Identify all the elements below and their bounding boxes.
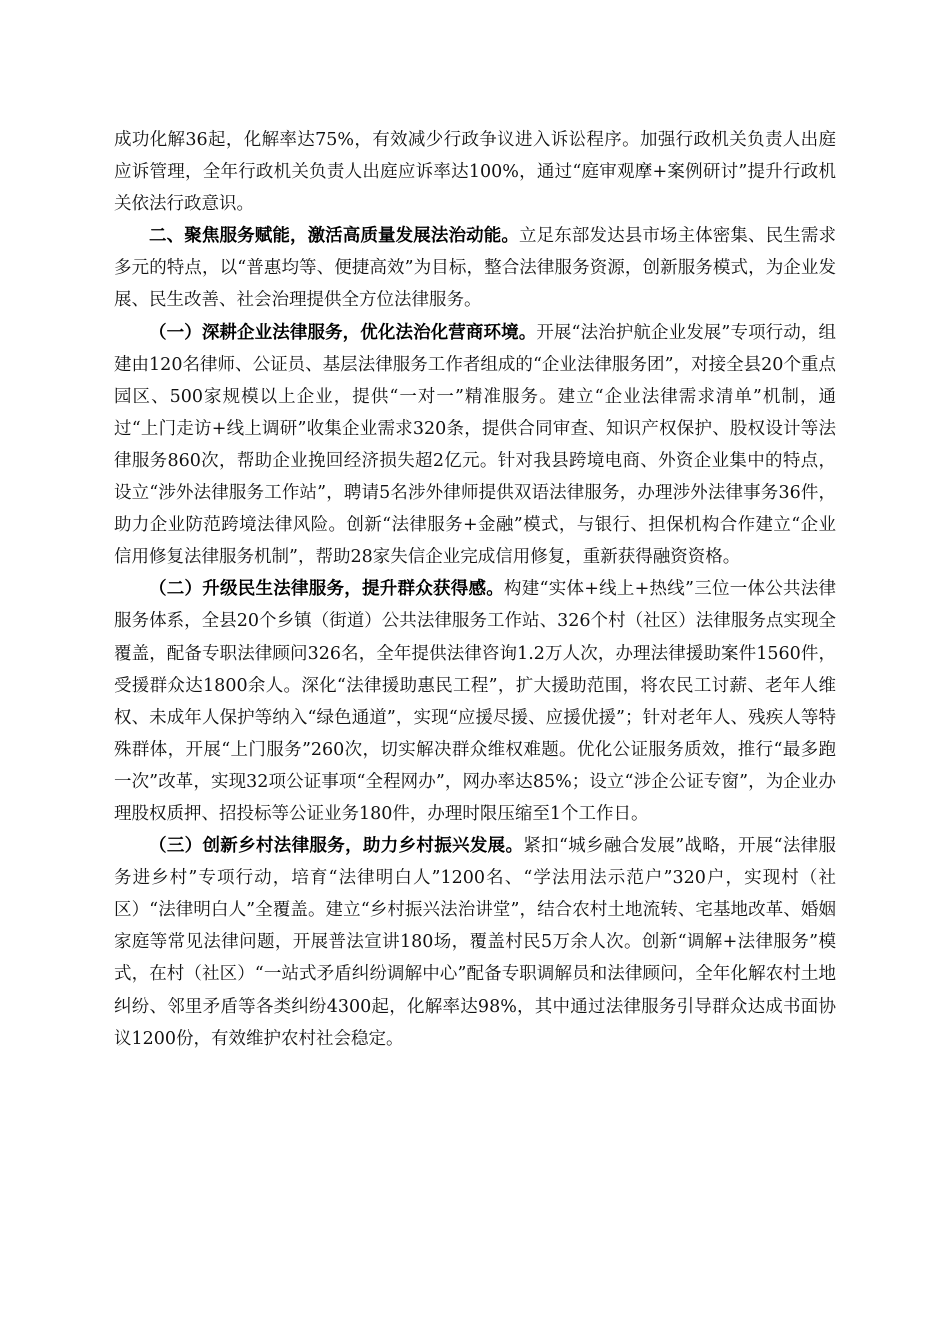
paragraph-text: 成功化解36起，化解率达75%，有效减少行政争议进入诉讼程序。加强行政机关负责人出庭应诉管理，全年行政机关负责人出庭应诉率达100%，通过“庭审观摩+案例研讨”提升行政机关依法行政意识。 bbox=[114, 130, 836, 215]
subsection-heading: （一）深耕企业法律服务，优化法治化营商环境。 bbox=[149, 322, 537, 343]
paragraph-subsection-three bbox=[114, 830, 836, 1055]
document-body bbox=[114, 124, 836, 1055]
paragraph-text: 紧扣“城乡融合发展”战略，开展“法律服务进乡村”专项行动，培育“法律明白人”1200名、“学法用法示范户”320户，实现村（社区）“法律明白人”全覆盖。建立“乡村振兴法治讲堂”，结合农村土地流转、宅基地改革、婚姻家庭等常见法律问题，开展普法宣讲180场，覆盖村民5万余人次。创新“调解+法律服务”模式，在村（社区）“一站式矛盾纠纷调解中心”配备专职调解员和法律顾问，全年化解农村土地纠纷、邻里矛盾等各类纠纷4300起，化解率达98%，其中通过法律服务引导群众达成书面协议1200份，有效维护农村社会稳定。 bbox=[114, 836, 837, 1049]
paragraph-continuation bbox=[114, 124, 836, 220]
paragraph-text: 立足东部发达县市场主体密集、民生需求多元的特点，以“普惠均等、便捷高效”为目标，整合法律服务资源，创新服务模式，为企业发展、民生改善、社会治理提供全方位法律服务。 bbox=[114, 226, 837, 311]
paragraph-text: 构建“实体+线上+热线”三位一体公共法律服务体系，全县20个乡镇（街道）公共法律服务工作站、326个村（社区）法律服务点实现全覆盖，配备专职法律顾问326名，全年提供法律咨询1.2万人次，办理法律援助案件1560件，受援群众达1800余人。深化“法律援助惠民工程”，扩大援助范围，将农民工讨薪、老年人维权、未成年人保护等纳入“绿色通道”，实现“应援尽援、应援优援”；针对老年人、残疾人等特殊群体，开展“上门服务”260次，切实解决群众维权难题。优化公证服务质效，推行“最多跑一次”改革，实现32项公证事项“全程网办”，网办率达85%；设立“涉企公证专窗”，为企业办理股权质押、招投标等公证业务180件，办理时限压缩至1个工作日。 bbox=[114, 579, 836, 824]
section-heading: 二、聚焦服务赋能，激活高质量发展法治动能。 bbox=[149, 226, 519, 247]
subsection-heading: （二）升级民生法律服务，提升群众获得感。 bbox=[149, 579, 505, 600]
paragraph-text: 开展“法治护航企业发展”专项行动，组建由120名律师、公证员、基层法律服务工作者组成的“企业法律服务团”，对接全县20个重点园区、500家规模以上企业，提供“一对一”精准服务。建立“企业法律需求清单”机制，通过“上门走访+线上调研”收集企业需求320条，提供合同审查、知识产权保护、股权设计等法律服务860次，帮助企业挽回经济损失超2亿元。针对我县跨境电商、外资企业集中的特点，设立“涉外法律服务工作站”，聘请5名涉外律师提供双语法律服务，办理涉外法律事务36件，助力企业防范跨境法律风险。创新“法律服务+金融”模式，与银行、担保机构合作建立“企业信用修复法律服务机制”，帮助28家失信企业完成信用修复，重新获得融资资格。 bbox=[114, 322, 836, 568]
paragraph-section-two bbox=[114, 220, 836, 316]
subsection-heading: （三）创新乡村法律服务，助力乡村振兴发展。 bbox=[149, 836, 524, 857]
paragraph-subsection-one bbox=[114, 317, 836, 574]
paragraph-subsection-two bbox=[114, 573, 836, 830]
